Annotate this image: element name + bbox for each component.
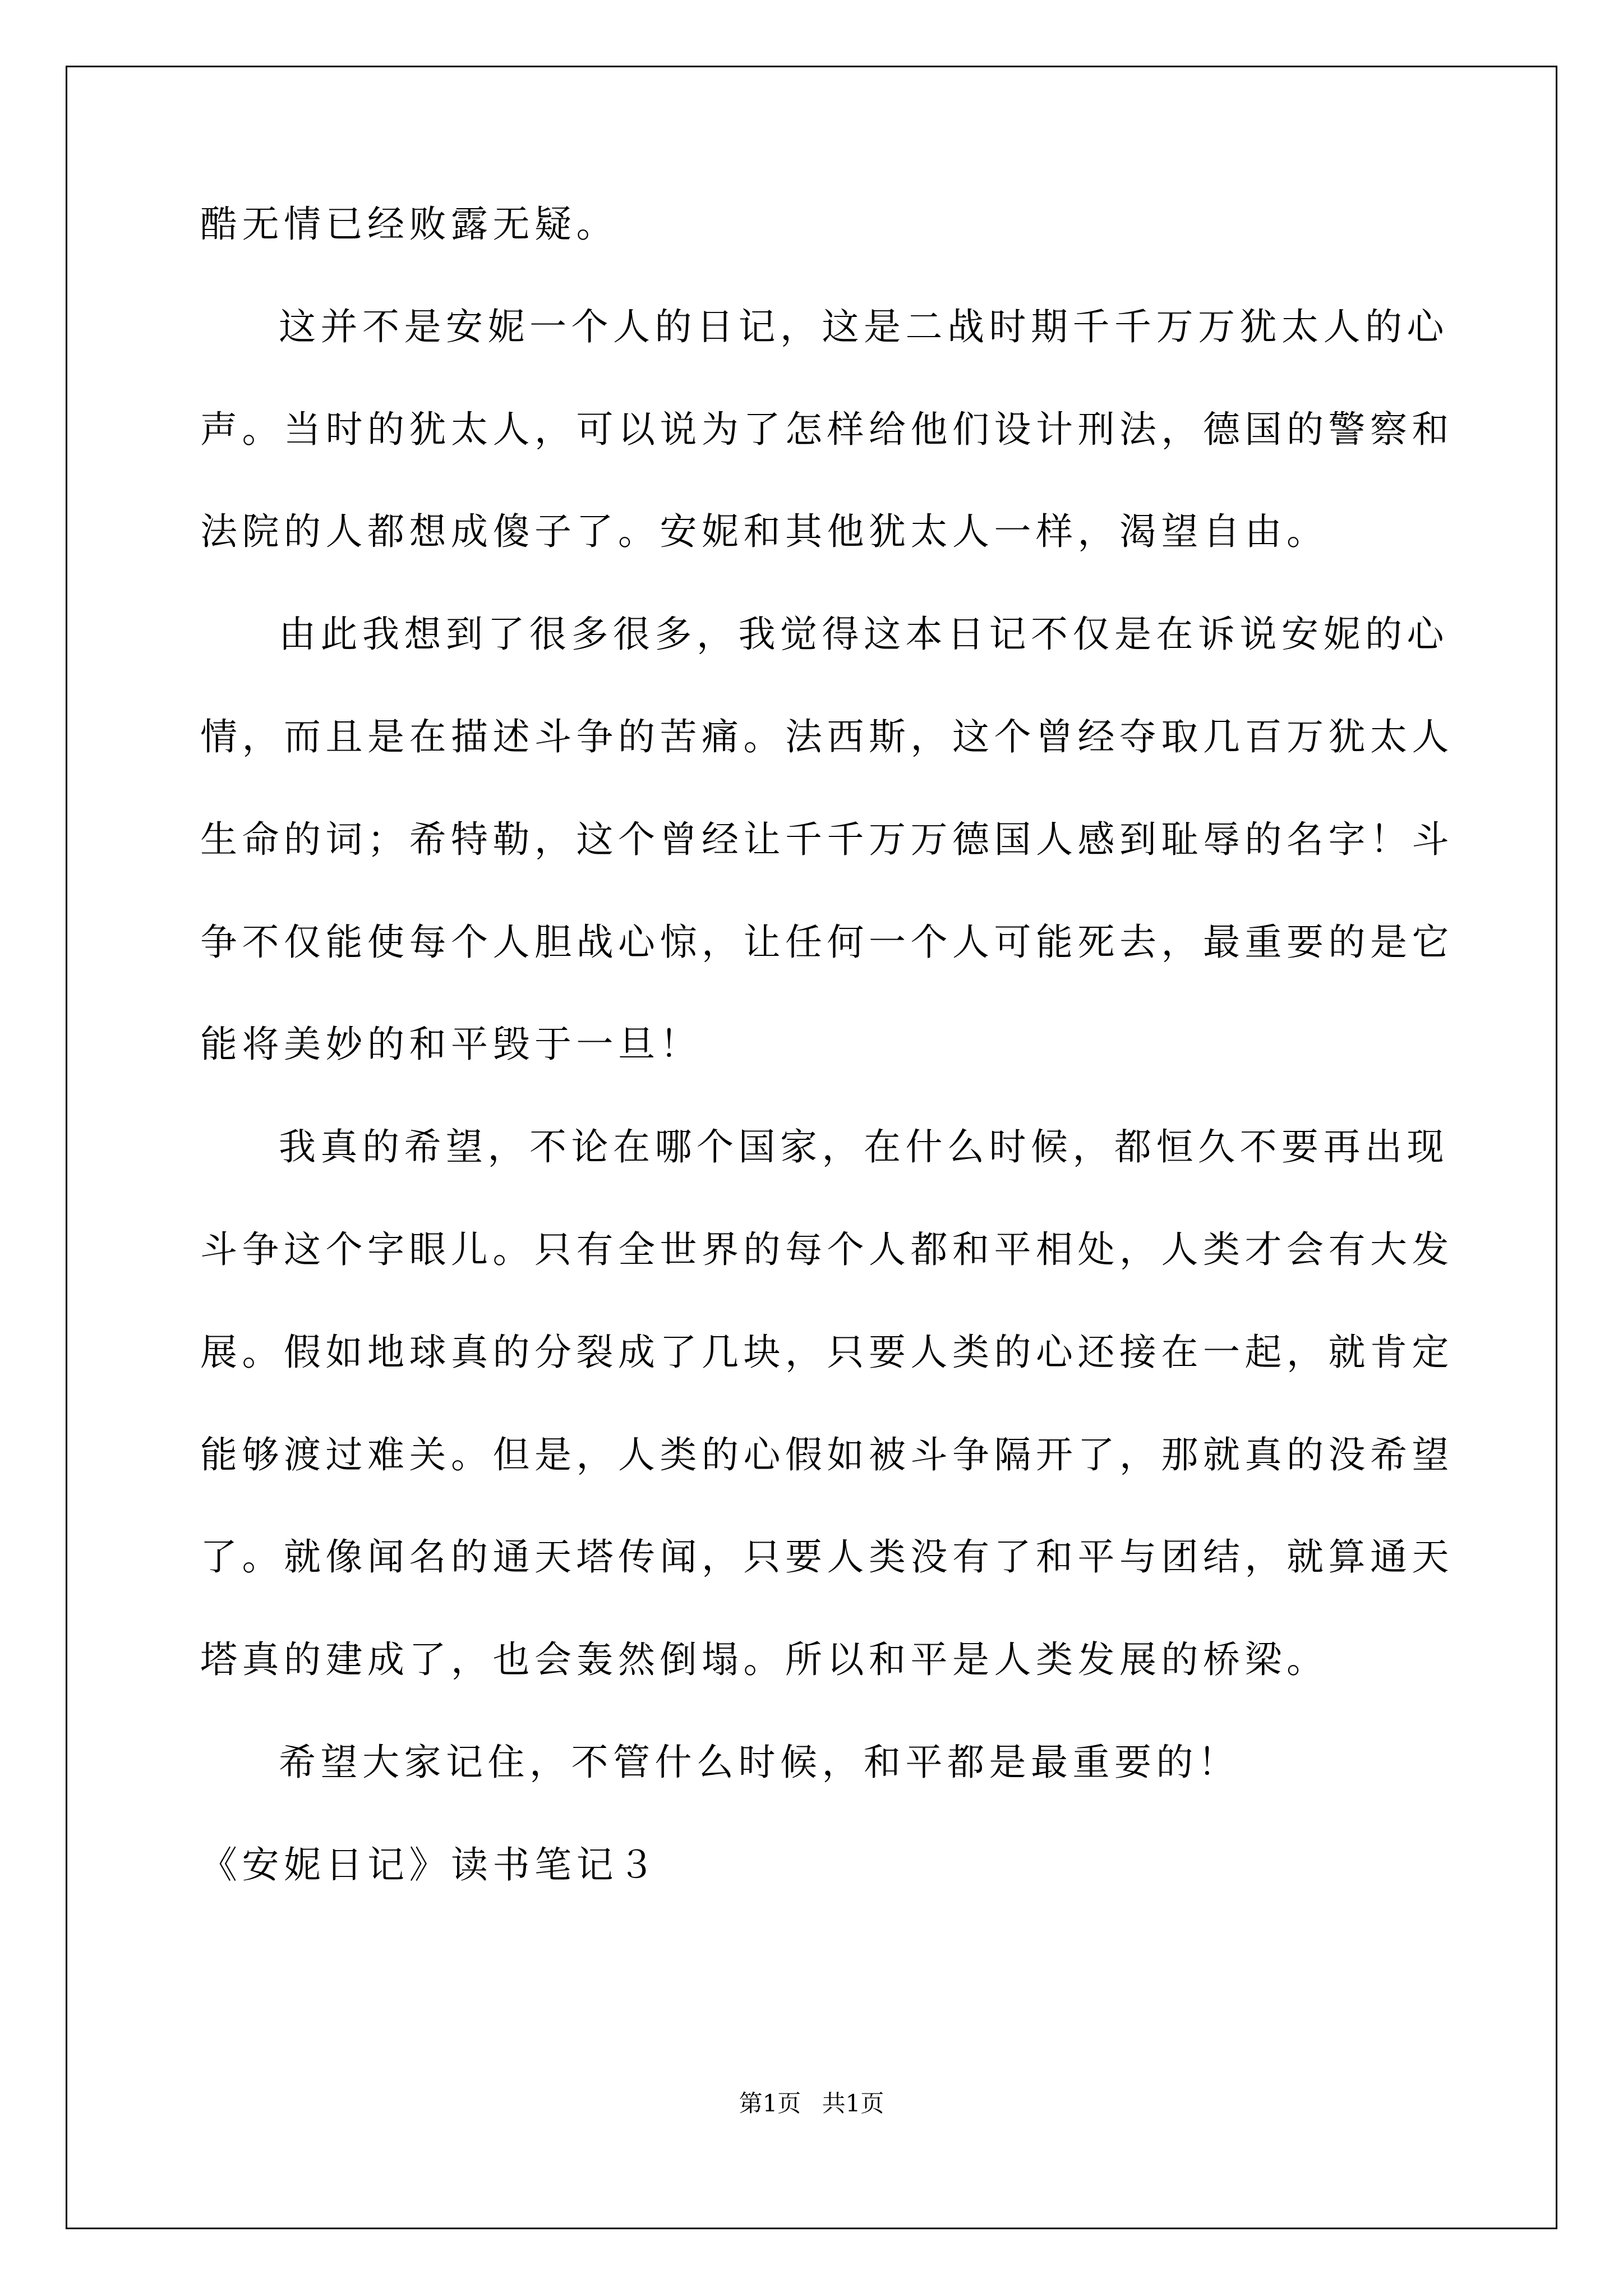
body-line: 生命的词；希特勒，这个曾经让千千万万德国人感到耻辱的名字！斗 xyxy=(200,818,1454,861)
body-line: 酷无情已经败露无疑。 xyxy=(200,203,618,246)
body-line: 了。就像闻名的通天塔传闻，只要人类没有了和平与团结，就算通天 xyxy=(200,1535,1454,1579)
paragraph-first-line: 由此我想到了很多很多，我觉得这本日记不仅是在诉说安妮的心 xyxy=(279,613,1449,656)
body-line: 斗争这个字眼儿。只有全世界的每个人都和平相处，人类才会有大发 xyxy=(200,1228,1454,1271)
paragraph-first-line: 希望大家记住，不管什么时候，和平都是最重要的！ xyxy=(279,1741,1240,1784)
body-line: 法院的人都想成傻子了。安妮和其他犹太人一样，渴望自由。 xyxy=(200,510,1329,553)
body-line: 展。假如地球真的分裂成了几块，只要人类的心还接在一起，就肯定 xyxy=(200,1331,1454,1374)
body-line: 能够渡过难关。但是，人类的心假如被斗争隔开了，那就真的没希望 xyxy=(200,1433,1454,1476)
body-line: 情，而且是在描述斗争的苦痛。法西斯，这个曾经夺取几百万犹太人 xyxy=(200,715,1454,758)
page-total: 共1页 xyxy=(822,2090,884,2117)
paragraph-first-line: 我真的希望，不论在哪个国家，在什么时候，都恒久不要再出现 xyxy=(279,1125,1449,1168)
page-footer xyxy=(0,2087,1623,2120)
page-number: 第1页 xyxy=(739,2090,801,2117)
body-line: 争不仅能使每个人胆战心惊，让任何一个人可能死去，最重要的是它 xyxy=(200,921,1454,964)
body-line: 塔真的建成了，也会轰然倒塌。所以和平是人类发展的桥梁。 xyxy=(200,1638,1329,1681)
body-line: 能将美妙的和平毁于一旦！ xyxy=(200,1023,702,1066)
body-line: 声。当时的犹太人，可以说为了怎样给他们设计刑法，德国的警察和 xyxy=(200,408,1454,451)
paragraph-first-line: 这并不是安妮一个人的日记，这是二战时期千千万万犹太人的心 xyxy=(279,305,1449,348)
section-heading: 《安妮日记》读书笔记３ xyxy=(200,1843,660,1887)
